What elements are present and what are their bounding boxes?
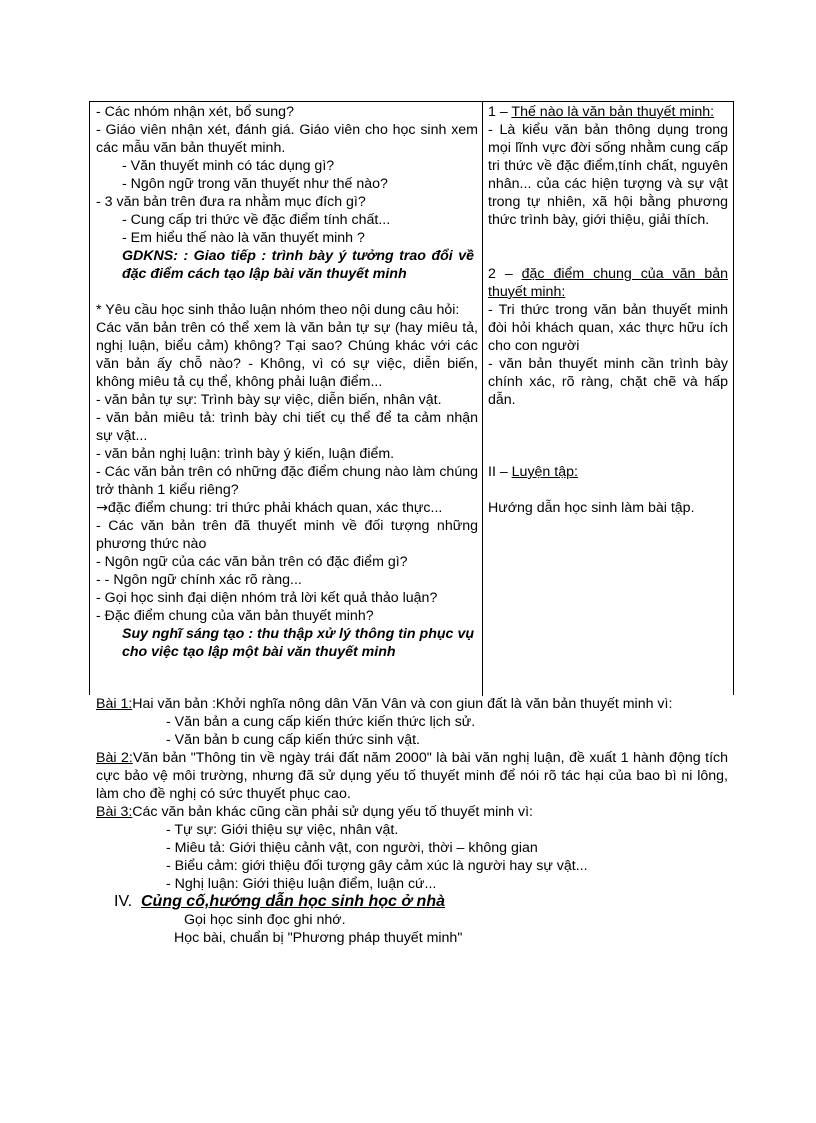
content-column	[482, 102, 734, 696]
heading-1-prefix: 1 –	[488, 104, 512, 120]
exercise-item: - Biểu cảm: giới thiệu đối tượng gây cảm xúc là người hay sự vật...	[166, 858, 588, 874]
left-line: - Các văn bản trên có những đặc điểm chung nào làm chúng trở thành 1 kiểu riêng?	[96, 464, 478, 498]
exercise-2-label: Bài 2:	[96, 750, 133, 766]
homework-line: Học bài, chuẩn bị "Phương pháp thuyết minh"	[174, 930, 463, 946]
left-line: - Gọi học sinh đại diện nhóm trả lời kết quả thảo luận?	[96, 590, 438, 606]
lesson-table	[89, 101, 734, 695]
left-line: - - Ngôn ngữ chính xác rõ ràng...	[96, 572, 302, 588]
section-4-heading	[96, 893, 728, 911]
heading-1-text: Thế nào là văn bản thuyết minh:	[511, 104, 715, 120]
exercise-item: - Tự sự: Giới thiệu sự việc, nhân vật.	[166, 822, 399, 838]
arrow-line-text: đặc điểm chung: tri thức phải khách quan, xác thực...	[107, 500, 443, 516]
left-line: Các văn bản trên có thể xem là văn bản tự sự (hay miêu tả, nghị luận, biểu cảm) không? Tại sao? Chúng khác với các văn bản ấy chỗ nào? - Không, vì có sự việc, diễn biến, không miêu tả cụ thể, không phải luận điểm...	[96, 320, 478, 390]
left-line: - văn bản tự sự: Trình bày sự việc, diễn biến, nhân vật.	[96, 392, 442, 408]
left-line: - văn bản miêu tả: trình bày chi tiết cụ thể để ta cảm nhận sự vật...	[96, 410, 478, 444]
left-line: - Các văn bản trên đã thuyết minh về đối tượng những phương thức nào	[96, 518, 478, 552]
exercise-3	[96, 803, 728, 821]
heading-2	[488, 265, 728, 301]
left-line: - Các nhóm nhận xét, bổ sung?	[96, 104, 294, 120]
exercise-1	[96, 695, 728, 713]
sns-note: Suy nghĩ sáng tạo : thu thập xử lý thông tin phục vụ cho việc tạo lập một bài văn thuyết minh	[122, 626, 474, 660]
left-line: - Giáo viên nhận xét, đánh giá. Giáo viên cho học sinh xem các mẫu văn bản thuyết minh.	[96, 122, 478, 156]
feature-text: - văn bản thuyết minh cần trình bày chính xác, rõ ràng, chặt chẽ và hấp dẫn.	[488, 356, 728, 408]
left-line: - Em hiểu thế nào là văn thuyết minh ?	[122, 230, 365, 246]
heading-2-prefix: 2 –	[488, 266, 522, 282]
exercise-2	[96, 749, 728, 803]
left-line: - văn bản nghị luận: trình bày ý kiến, luận điểm.	[96, 446, 395, 462]
arrow-right-icon: →	[96, 500, 108, 516]
heading-3-prefix: II –	[488, 464, 512, 480]
section-4-number: IV.	[114, 893, 133, 910]
left-line: - Ngôn ngữ của các văn bản trên có đặc điểm gì?	[96, 554, 408, 570]
exercise-item: - Văn bản b cung cấp kiến thức sinh vật.	[166, 732, 420, 748]
left-line: - Cung cấp tri thức về đặc điểm tính chất...	[122, 212, 391, 228]
heading-2-text: đặc điểm chung của văn bản thuyết minh:	[488, 266, 728, 300]
teacher-activities-column	[90, 102, 482, 696]
homework-line: Gọi học sinh đọc ghi nhớ.	[184, 912, 346, 928]
exercise-item: - Nghị luận: Giới thiệu luận điểm, luận cứ...	[166, 876, 437, 892]
gdkns-note: GDKNS: : Giao tiếp : trình bày ý tưởng trao đổi về đặc điểm cách tạo lập bài văn thuyết minh	[122, 248, 474, 282]
exercise-1-text: Hai văn bản :Khởi nghĩa nông dân Văn Vân và con giun đất là văn bản thuyết minh vì:	[132, 696, 673, 712]
exercise-3-text: Các văn bản khác cũng cần phải sử dụng yếu tố thuyết minh vì:	[132, 804, 533, 820]
practice-text: Hướng dẫn học sinh làm bài tập.	[488, 500, 695, 516]
arrow-line	[96, 499, 478, 517]
heading-3-text: Luyện tập:	[511, 464, 578, 480]
left-line: - Văn thuyết minh có tác dụng gì?	[122, 158, 335, 174]
left-line: * Yêu cầu học sinh thảo luận nhóm theo nội dung câu hỏi:	[96, 302, 460, 318]
heading-1	[488, 103, 728, 121]
left-line: - Đặc điểm chung của văn bản thuyết minh?	[96, 608, 374, 624]
definition-text: - Là kiểu văn bản thông dụng trong mọi lĩnh vực đời sống nhằm cung cấp tri thức về đặc điểm,tính chất, nguyên nhân... của các hiện tượng và sự vật trong tự nhiên, xã hội bằng phương thức trình bày, giới thiệu, giải thích.	[488, 122, 728, 228]
heading-3	[488, 463, 728, 481]
exercises-section	[96, 695, 728, 947]
left-line: - 3 văn bản trên đưa ra nhằm mục đích gì?	[96, 194, 366, 210]
left-line: - Ngôn ngữ trong văn thuyết như thế nào?	[122, 176, 388, 192]
exercise-3-label: Bài 3:	[96, 804, 133, 820]
section-4-title: Củng cố,hướng dẫn học sinh học ở nhà	[140, 893, 445, 910]
exercise-1-label: Bài 1:	[96, 696, 133, 712]
exercise-item: - Miêu tả: Giới thiệu cảnh vật, con người, thời – không gian	[166, 840, 538, 856]
exercise-item: - Văn bản a cung cấp kiến thức kiến thức lịch sử.	[166, 714, 476, 730]
feature-text: - Tri thức trong văn bản thuyết minh đòi hỏi khách quan, xác thực hữu ích cho con người	[488, 302, 728, 354]
exercise-2-text: Văn bản "Thông tin về ngày trái đất năm 2000" là bài văn nghị luận, đề xuất 1 hành động tích cực bảo vệ môi trường, nhưng đã sử dụng yếu tố thuyết minh để nói rõ tác hại của bao bì ni lông, làm cho đề nghị có sức thuyết phục cao.	[96, 750, 728, 802]
